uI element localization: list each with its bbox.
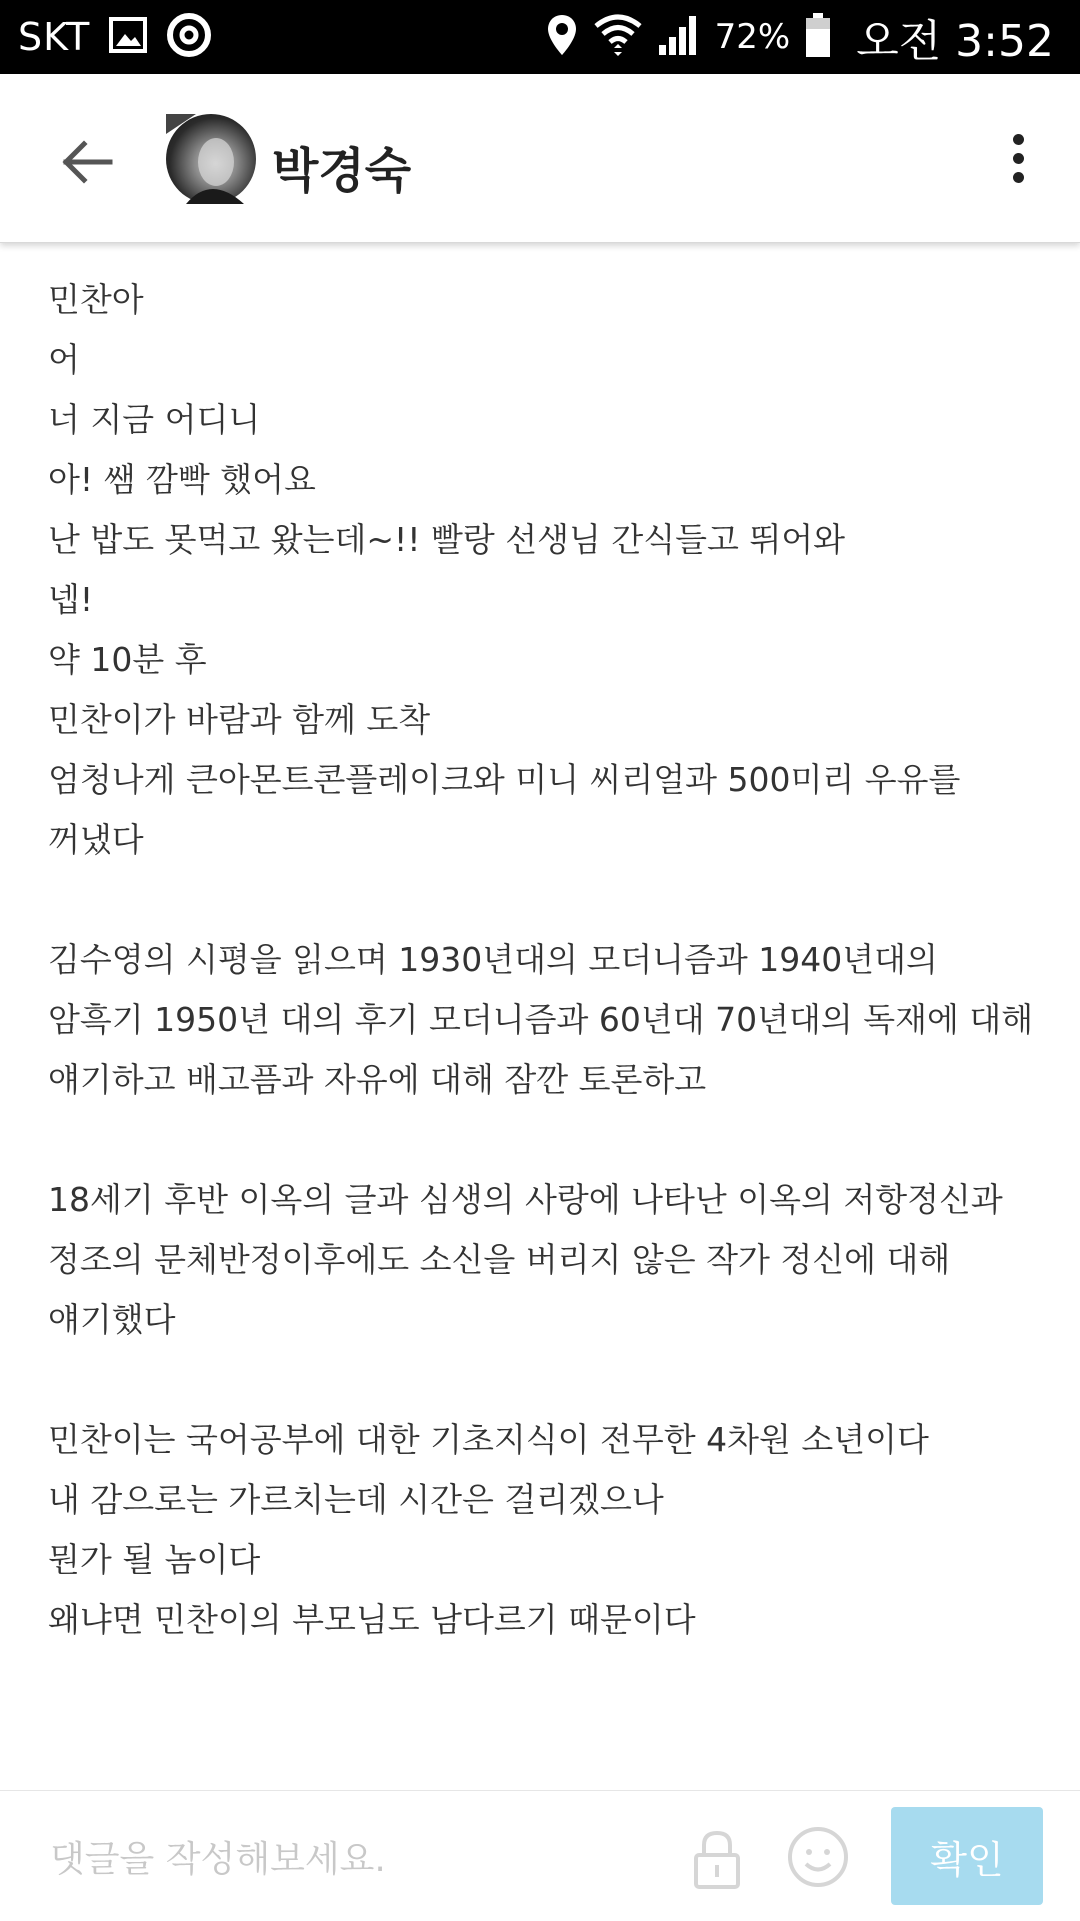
emoji-button[interactable]	[786, 1825, 850, 1889]
post-line: 난 밥도 못먹고 왔는데~!! 빨랑 선생님 간식들고 뛰어와	[48, 520, 845, 559]
lock-icon	[690, 1827, 744, 1891]
blank-line	[48, 1710, 1048, 1770]
avatar[interactable]	[166, 114, 256, 204]
post-body	[48, 270, 1048, 1750]
location-icon	[545, 13, 579, 61]
blank-line	[48, 1110, 1048, 1170]
post-line: 왜냐면 민찬이의 부모님도 남다르기 때문이다	[48, 1600, 696, 1639]
post-line: 민찬이는 국어공부에 대한 기초지식이 전무한 4차원 소년이다	[48, 1420, 929, 1459]
post-line: 민찬이가 바람과 함께 도착	[48, 700, 431, 739]
clock: 오전 3:52	[856, 16, 1054, 67]
more-options-button[interactable]	[990, 120, 1046, 196]
blank-line	[48, 1350, 1048, 1410]
blank-line	[48, 870, 1048, 930]
circle-app-icon	[166, 12, 212, 62]
post-line: 정조의 문체반정이후에도 소신을 버리지 않은 작가 정신에 대해	[48, 1240, 951, 1279]
app-bar	[0, 74, 1080, 243]
more-vertical-icon-dot	[1013, 172, 1024, 183]
lock-button[interactable]	[690, 1827, 744, 1891]
post-line: 민찬아	[48, 280, 144, 319]
battery-percent: 72%	[714, 17, 791, 57]
post-line: 김수영의 시평을 읽으며 1930년대의 모더니즘과 1940년대의	[48, 940, 938, 979]
confirm-button[interactable]: 확인	[891, 1807, 1043, 1905]
post-line: 얘기했다	[48, 1300, 176, 1339]
status-bar	[0, 0, 1080, 74]
post-line: 넵!	[48, 580, 94, 619]
back-button[interactable]	[48, 124, 124, 200]
post-line: 18세기 후반 이옥의 글과 심생의 사랑에 나타난 이옥의 저항정신과	[48, 1180, 1003, 1219]
emoji-icon	[786, 1825, 850, 1889]
post-line: 꺼냈다	[48, 820, 144, 859]
post-line: 엄청나게 큰아몬트콘플레이크와 미니 씨리얼과 500미리 우유를	[48, 760, 961, 799]
back-arrow-icon	[58, 138, 114, 186]
post-line: 아! 쌤 깜빡 했어요	[48, 460, 316, 499]
post-line: 약 10분 후	[48, 640, 207, 679]
post-line: 얘기하고 배고픔과 자유에 대해 잠깐 토론하고	[48, 1060, 707, 1099]
author-name[interactable]: 박경숙	[272, 143, 412, 199]
comment-input[interactable]	[48, 1821, 652, 1897]
post-line: 어	[48, 340, 80, 379]
post-line: 내 감으로는 가르치는데 시간은 걸리겠으나	[48, 1480, 664, 1519]
post-line: 너 지금 어디니	[48, 400, 261, 439]
battery-icon	[804, 12, 832, 62]
status-bar-left	[18, 0, 212, 74]
signal-icon	[657, 13, 701, 61]
more-vertical-icon	[1013, 134, 1024, 145]
comment-bar	[0, 1790, 1080, 1921]
status-bar-right	[545, 0, 1054, 74]
carrier-label: SKT	[18, 15, 91, 59]
wifi-icon	[593, 12, 643, 62]
gallery-icon	[108, 16, 148, 58]
blank-line	[48, 1650, 1048, 1710]
post-line: 암흑기 1950년 대의 후기 모더니즘과 60년대 70년대의 독재에 대해	[48, 1000, 1034, 1039]
post-line: 뭔가 될 놈이다	[48, 1540, 261, 1579]
more-vertical-icon-dot	[1013, 153, 1024, 164]
